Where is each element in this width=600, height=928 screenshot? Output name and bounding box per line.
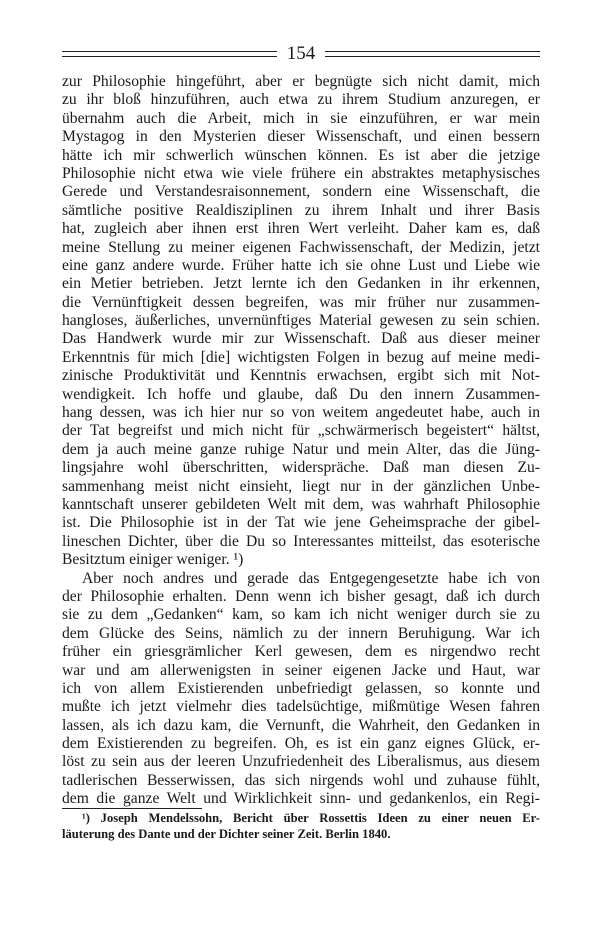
text-line: ein Metier betrieben. Jetzt lernte ich den Gedanken in ihr erkennen, xyxy=(62,275,540,293)
text-line: mußte ich jetzt vielmehr dies tadelsüchtige, mißmütige Wesen fahren xyxy=(62,698,540,716)
text-line: dem Glücke des Seins, nämlich zu der innern Beruhigung. War ich xyxy=(62,624,540,642)
text-line: war und am allerwenigsten in seiner eigenen Jacke und Haut, war xyxy=(62,661,540,679)
text-line: tadlerischen Besserwissen, das sich nirgends wohl und zuhause fühlt, xyxy=(62,771,540,789)
header-rule-left xyxy=(62,51,277,57)
text-line: zu ihr bloß hinzuführen, auch etwa zu ihrem Studium anzuregen, er xyxy=(62,91,540,109)
text-line: dem ja auch meine ganze ruhige Natur und mein Alter, das die Jüng- xyxy=(62,440,540,458)
text-line: Besitztum einiger weniger. ¹) xyxy=(62,551,244,569)
text-line: Gerede und Verstandesraisonnement, sondern eine Wissenschaft, die xyxy=(62,183,540,201)
page-header xyxy=(62,44,540,64)
footnote-line: ¹) Joseph Mendelssohn, Bericht über Rossettis Ideen zu einer neuen Er- xyxy=(82,811,540,825)
text-line: früher ein griesgrämlicher Kerl gewesen, dem es nirgendwo recht xyxy=(62,643,540,661)
text-line: ist. Die Philosophie ist in der Tat wie jene Geheimsprache der gibel- xyxy=(62,514,540,532)
text-line: sie zu dem „Gedanken“ kam, so kam ich nicht weniger durch sie zu xyxy=(62,606,540,624)
text-line: wendigkeit. Ich hoffe und glaube, daß Du den innern Zusammen- xyxy=(62,385,540,403)
footnote-divider xyxy=(62,808,202,809)
text-line: die Vernünftigkeit dessen begreifen, was mir früher nur zusammen- xyxy=(62,293,540,311)
header-rule-right xyxy=(325,51,540,57)
text-line: Philosophie nicht etwa wie viele frühere ein abstraktes metaphysisches xyxy=(62,164,540,182)
text-line: zinische Produktivität und Kenntnis erwachsen, ergibt sich mit Not- xyxy=(62,367,540,385)
text-line: hangloses, äußerliches, unvernünftiges Material gewesen zu sein schien. xyxy=(62,312,540,330)
footnote-line: läuterung des Dante und der Dichter seiner Zeit. Berlin 1840. xyxy=(62,827,391,841)
text-line: übernahm auch die Arbeit, mich in sie einzuführen, er war mein xyxy=(62,109,540,127)
text-line: lassen, als ich dazu kam, die Vernunft, die Wahrheit, den Gedanken in xyxy=(62,716,540,734)
page-number: 154 xyxy=(286,43,316,64)
text-line: löst zu sein aus der leeren Unzufriedenheit des Liberalismus, aus diesem xyxy=(62,753,540,771)
text-line: hang dessen, was ich hier nur so von weitem angedeutet habe, auch in xyxy=(62,404,540,422)
text-line: meine Stellung zu meiner eigenen Fachwissenschaft, der Medizin, jetzt xyxy=(62,238,540,256)
text-line: eine ganz andere wurde. Früher hatte ich sie ohne Lust und Liebe wie xyxy=(62,256,540,274)
text-line: ich von allem Existierenden unbefriedigt gelassen, so konnte und xyxy=(62,679,540,697)
text-line: dem die ganze Welt und Wirklichkeit sinn- und gedankenlos, ein Regi- xyxy=(62,790,540,808)
footnotes xyxy=(62,810,540,842)
text-line: lingsjahre wohl überschritten, widerspräche. Daß man diesen Zu- xyxy=(62,459,540,477)
text-line: Erkenntnis für mich [die] wichtigsten Folgen in bezug auf meine medi- xyxy=(62,348,540,366)
text-line: hat, zugleich aber ihnen erst ihren Wert verleiht. Daher kam es, daß xyxy=(62,220,540,238)
body-text xyxy=(62,73,540,809)
text-line: Das Handwerk wurde mir zur Wissenschaft. Daß aus dieser meiner xyxy=(62,330,540,348)
text-line: der Tat begreifst und mich nicht für „schwärmerisch begeistert“ hältst, xyxy=(62,422,540,440)
text-line: lineschen Dichter, über die Du so Interessantes mitteilst, das esoterische xyxy=(62,532,540,550)
text-line: dem Existierenden zu begreifen. Oh, es ist ein ganz eignes Glück, er- xyxy=(62,735,540,753)
text-line: sämtliche positive Realdisziplinen zu ihrem Inhalt und ihrer Basis xyxy=(62,201,540,219)
text-line: hätte ich mir schwerlich wünschen können. Es ist aber die jetzige xyxy=(62,146,540,164)
text-line: zur Philosophie hingeführt, aber er begnügte sich nicht damit, mich xyxy=(62,73,540,90)
text-line: sammenhang meist nicht einsieht, liegt nur in der gänzlichen Unbe- xyxy=(62,477,540,495)
text-line: Mystagog in den Mysterien dieser Wissenschaft, und einen bessern xyxy=(62,128,540,146)
text-line: der Philosophie erhalten. Denn wenn ich bisher gesagt, daß ich durch xyxy=(62,587,540,605)
text-line: Aber noch andres und gerade das Entgegengesetzte habe ich von xyxy=(82,569,540,587)
text-line: kanntschaft unserer gebildeten Welt mit dem, was wahrhaft Philosophie xyxy=(62,495,540,513)
